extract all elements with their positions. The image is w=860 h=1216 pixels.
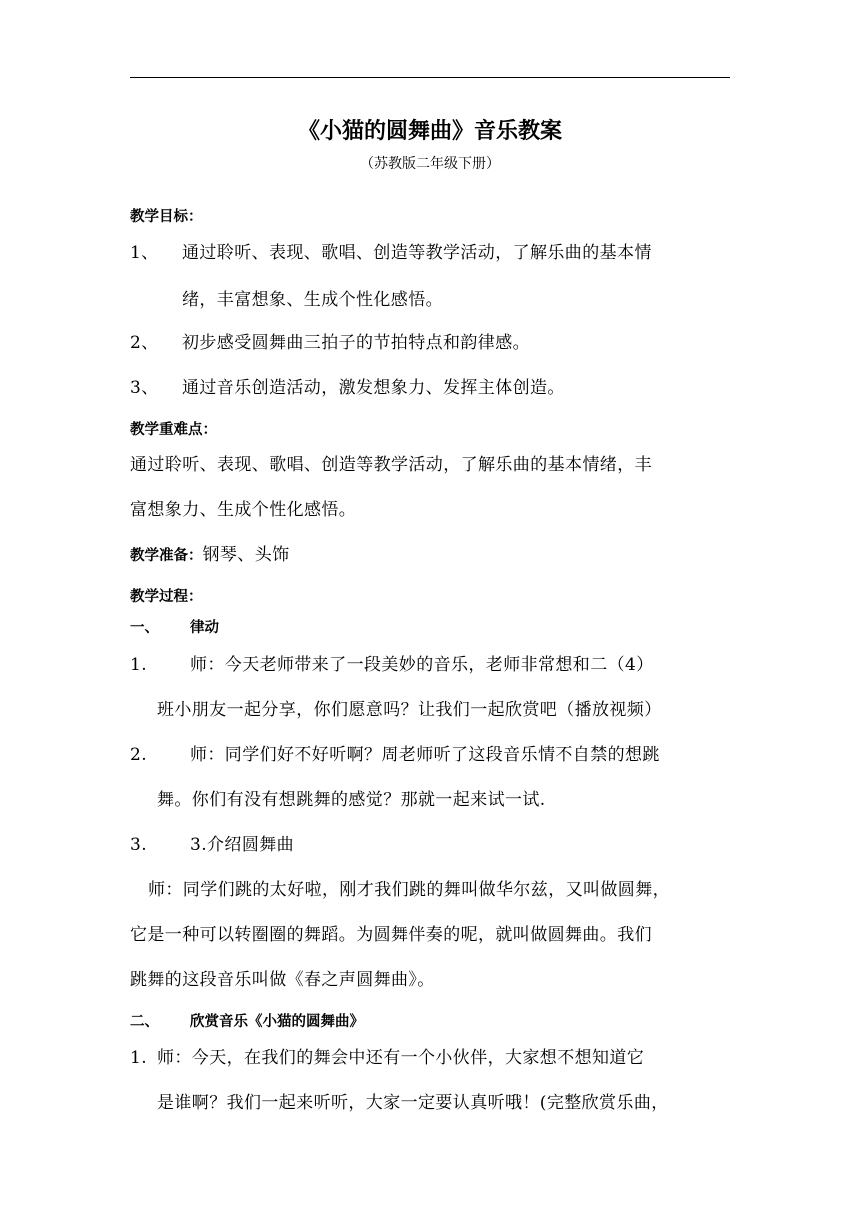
key-points-heading: 教学重难点： bbox=[130, 422, 217, 438]
step-text: 3.介绍圆舞曲 bbox=[190, 835, 295, 855]
process-heading: 教学过程： bbox=[130, 589, 203, 605]
section-number: 一、 bbox=[130, 620, 159, 636]
step-item-2 bbox=[130, 740, 660, 765]
step-number: 2. bbox=[130, 745, 148, 765]
key-points-line-2: 富想象力、生成个性化感悟。 bbox=[130, 500, 357, 520]
goals-heading: 教学目标： bbox=[130, 209, 203, 225]
goal-number: 2、 bbox=[130, 333, 159, 353]
step-item-1-cont: 班小朋友一起分享，你们愿意吗？让我们一起欣赏吧（播放视频） bbox=[157, 700, 662, 720]
key-points-line-1: 通过聆听、表现、歌唱、创造等教学活动，了解乐曲的基本情绪，丰 bbox=[130, 455, 652, 475]
prep-heading: 教学准备： bbox=[130, 548, 203, 564]
goal-item-1-cont: 绪，丰富想象、生成个性化感悟。 bbox=[182, 290, 443, 310]
header-rule bbox=[130, 77, 730, 78]
step-item-1 bbox=[130, 650, 654, 675]
paragraph-line-2: 它是一种可以转圈圈的舞蹈。为圆舞伴奏的呢，就叫做圆舞曲。我们 bbox=[130, 925, 652, 945]
goal-text: 通过音乐创造活动，激发想象力、发挥主体创造。 bbox=[182, 378, 565, 398]
section-2-step-1 bbox=[130, 1043, 644, 1068]
goal-item-2 bbox=[130, 328, 530, 353]
document-subtitle: （苏教版二年级下册） bbox=[360, 156, 500, 172]
step-text: 师：今天，在我们的舞会中还有一个小伙伴，大家想不想知道它 bbox=[157, 1048, 645, 1068]
section-2-step-1-cont: 是谁啊？我们一起来听听，大家一定要认真听哦！(完整欣赏乐曲， bbox=[157, 1093, 669, 1113]
section-1-heading bbox=[130, 616, 219, 637]
paragraph-line-1: 师：同学们跳的太好啦，刚才我们跳的舞叫做华尔兹，又叫做圆舞， bbox=[148, 880, 670, 900]
step-item-3 bbox=[130, 830, 294, 855]
goal-text: 初步感受圆舞曲三拍子的节拍特点和韵律感。 bbox=[182, 333, 530, 353]
step-item-2-cont: 舞。你们有没有想跳舞的感觉？那就一起来试一试. bbox=[157, 790, 546, 810]
section-2-heading bbox=[130, 1010, 364, 1031]
goal-item-1 bbox=[130, 238, 652, 263]
prep-text: 钢琴、头饰 bbox=[202, 545, 290, 565]
section-title: 欣赏音乐《小猫的圆舞曲》 bbox=[190, 1014, 364, 1030]
step-text: 师：今天老师带来了一段美妙的音乐，老师非常想和二（4） bbox=[190, 655, 654, 675]
section-number: 二、 bbox=[130, 1014, 159, 1030]
step-text: 师：同学们好不好听啊？周老师听了这段音乐情不自禁的想跳 bbox=[190, 745, 660, 765]
goal-number: 3、 bbox=[130, 378, 159, 398]
step-number: 3. bbox=[130, 835, 148, 855]
goal-number: 1、 bbox=[130, 243, 159, 263]
document-title: 《小猫的圆舞曲》音乐教案 bbox=[297, 119, 562, 144]
paragraph-line-3: 跳舞的这段音乐叫做《春之声圆舞曲》。 bbox=[130, 970, 435, 990]
goal-text: 通过聆听、表现、歌唱、创造等教学活动，了解乐曲的基本情 bbox=[182, 243, 652, 263]
step-number: 1. bbox=[130, 1048, 148, 1068]
goal-item-3 bbox=[130, 373, 565, 398]
prep-line bbox=[130, 540, 290, 565]
step-number: 1. bbox=[130, 655, 148, 675]
section-title: 律动 bbox=[190, 620, 219, 636]
